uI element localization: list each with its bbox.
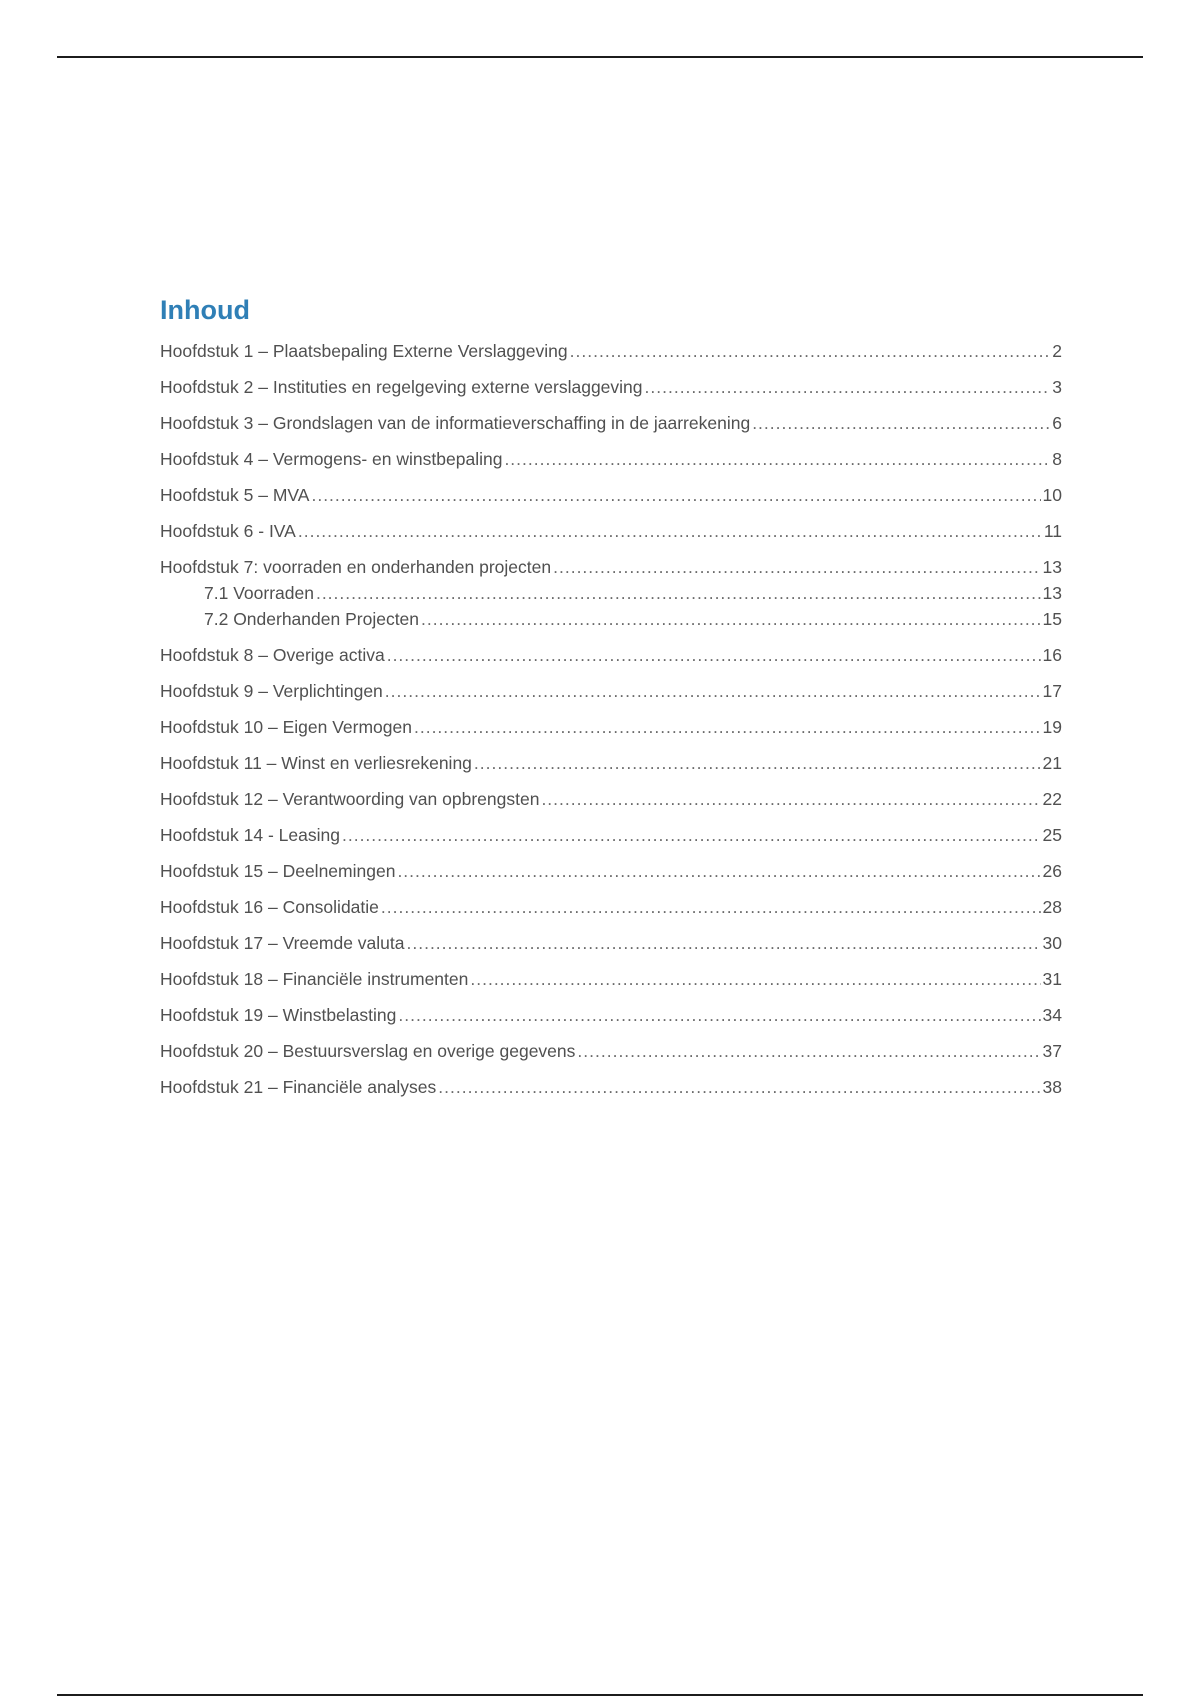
toc-entry-page: 22 — [1042, 789, 1062, 809]
toc-entry-label: Hoofdstuk 16 – Consolidatie — [160, 897, 379, 917]
toc-entry-label: Hoofdstuk 21 – Financiële analyses — [160, 1077, 437, 1097]
toc-entry-label: Hoofdstuk 7: voorraden en onderhanden projecten — [160, 557, 552, 577]
toc-entry[interactable] — [160, 482, 1062, 508]
toc-leader-dots — [577, 1038, 1040, 1064]
toc-entry[interactable] — [160, 642, 1062, 668]
toc-leader-dots — [385, 678, 1041, 704]
toc-leader-dots — [553, 554, 1040, 580]
toc-entry-label: Hoofdstuk 14 - Leasing — [160, 825, 340, 845]
toc-entry-label: Hoofdstuk 4 – Vermogens- en winstbepaling — [160, 449, 503, 469]
toc-entry-label: 7.2 Onderhanden Projecten — [204, 609, 420, 629]
toc-subentry[interactable] — [160, 606, 1062, 632]
toc-entry-page: 19 — [1042, 717, 1062, 737]
toc-entry-page: 25 — [1042, 825, 1062, 845]
toc-entry-label: Hoofdstuk 10 – Eigen Vermogen — [160, 717, 412, 737]
toc-entry-page: 11 — [1043, 521, 1062, 541]
toc-leader-dots — [407, 930, 1041, 956]
toc-leader-dots — [470, 966, 1040, 992]
toc-title: Inhoud — [160, 295, 250, 325]
toc-entry[interactable] — [160, 822, 1062, 848]
toc-leader-dots — [570, 338, 1051, 364]
toc-entry-label: Hoofdstuk 5 – MVA — [160, 485, 310, 505]
toc-entry-label: Hoofdstuk 12 – Verantwoording van opbrengsten — [160, 789, 540, 809]
toc-entry-page: 30 — [1042, 933, 1062, 953]
toc-leader-dots — [645, 374, 1051, 400]
toc-entry-label: Hoofdstuk 15 – Deelnemingen — [160, 861, 396, 881]
toc-entry-label: Hoofdstuk 2 – Instituties en regelgeving externe verslaggeving — [160, 377, 643, 397]
toc-entry-label: Hoofdstuk 20 – Bestuursverslag en overige gegevens — [160, 1041, 576, 1061]
toc-entry-page: 26 — [1042, 861, 1062, 881]
toc-entry[interactable] — [160, 786, 1062, 812]
toc-entry-label: Hoofdstuk 8 – Overige activa — [160, 645, 385, 665]
toc-entry[interactable] — [160, 518, 1062, 544]
toc-entry[interactable] — [160, 446, 1062, 472]
toc-entry[interactable] — [160, 930, 1062, 956]
toc-subentry[interactable] — [160, 580, 1062, 606]
toc-entry-page: 2 — [1052, 341, 1062, 361]
toc-entry[interactable] — [160, 410, 1062, 436]
toc-entry-page: 16 — [1042, 645, 1062, 665]
toc-entry[interactable] — [160, 750, 1062, 776]
toc-entry[interactable] — [160, 678, 1062, 704]
toc-entry-page: 6 — [1052, 413, 1062, 433]
toc-leader-dots — [397, 858, 1040, 884]
header-rule — [57, 56, 1143, 58]
toc-entry-page: 34 — [1042, 1005, 1062, 1025]
toc-entry-label: Hoofdstuk 1 – Plaatsbepaling Externe Verslaggeving — [160, 341, 568, 361]
toc-entry-page: 17 — [1042, 681, 1062, 701]
toc-entry-page: 38 — [1042, 1077, 1062, 1097]
toc-entry[interactable] — [160, 858, 1062, 884]
toc-entry-label: Hoofdstuk 11 – Winst en verliesrekening — [160, 753, 472, 773]
toc-entry-page: 28 — [1042, 897, 1062, 917]
toc-leader-dots — [398, 1002, 1040, 1028]
toc-entry-label: Hoofdstuk 17 – Vreemde valuta — [160, 933, 405, 953]
toc-entry[interactable] — [160, 1002, 1062, 1028]
toc-entry[interactable] — [160, 338, 1062, 364]
toc-entry[interactable] — [160, 894, 1062, 920]
toc-entry-page: 37 — [1042, 1041, 1062, 1061]
toc-entry-page: 31 — [1042, 969, 1062, 989]
toc-leader-dots — [438, 1074, 1040, 1100]
toc-leader-dots — [541, 786, 1040, 812]
toc-leader-dots — [381, 894, 1041, 920]
toc-leader-dots — [504, 446, 1050, 472]
toc-leader-dots — [311, 482, 1040, 508]
toc-entry-label: Hoofdstuk 6 - IVA — [160, 521, 296, 541]
toc-entry-label: 7.1 Voorraden — [204, 583, 314, 603]
toc-leader-dots — [414, 714, 1041, 740]
toc-leader-dots — [387, 642, 1041, 668]
table-of-contents — [160, 290, 1062, 1100]
toc-entry[interactable] — [160, 1074, 1062, 1100]
toc-leader-dots — [474, 750, 1041, 776]
toc-entry-label: Hoofdstuk 19 – Winstbelasting — [160, 1005, 397, 1025]
toc-entry-page: 10 — [1042, 485, 1062, 505]
toc-entry-page: 15 — [1042, 609, 1062, 629]
toc-entry-page: 8 — [1052, 449, 1062, 469]
toc-entry-page: 3 — [1052, 377, 1062, 397]
toc-entry-label: Hoofdstuk 3 – Grondslagen van de informatieverschaffing in de jaarrekening — [160, 413, 751, 433]
toc-leader-dots — [421, 606, 1041, 632]
toc-entry-label: Hoofdstuk 18 – Financiële instrumenten — [160, 969, 469, 989]
toc-entry-page: 21 — [1042, 753, 1062, 773]
toc-entry-page: 13 — [1042, 583, 1062, 603]
toc-entry[interactable] — [160, 714, 1062, 740]
toc-leader-dots — [316, 580, 1041, 606]
toc-leader-dots — [752, 410, 1050, 436]
toc-leader-dots — [298, 518, 1042, 544]
toc-entry[interactable] — [160, 374, 1062, 400]
toc-entry[interactable] — [160, 1038, 1062, 1064]
footer-rule — [57, 1694, 1143, 1696]
toc-list — [160, 338, 1062, 1100]
toc-leader-dots — [342, 822, 1041, 848]
toc-entry-page: 13 — [1042, 557, 1062, 577]
toc-entry[interactable] — [160, 966, 1062, 992]
toc-entry-label: Hoofdstuk 9 – Verplichtingen — [160, 681, 383, 701]
toc-entry[interactable] — [160, 554, 1062, 580]
